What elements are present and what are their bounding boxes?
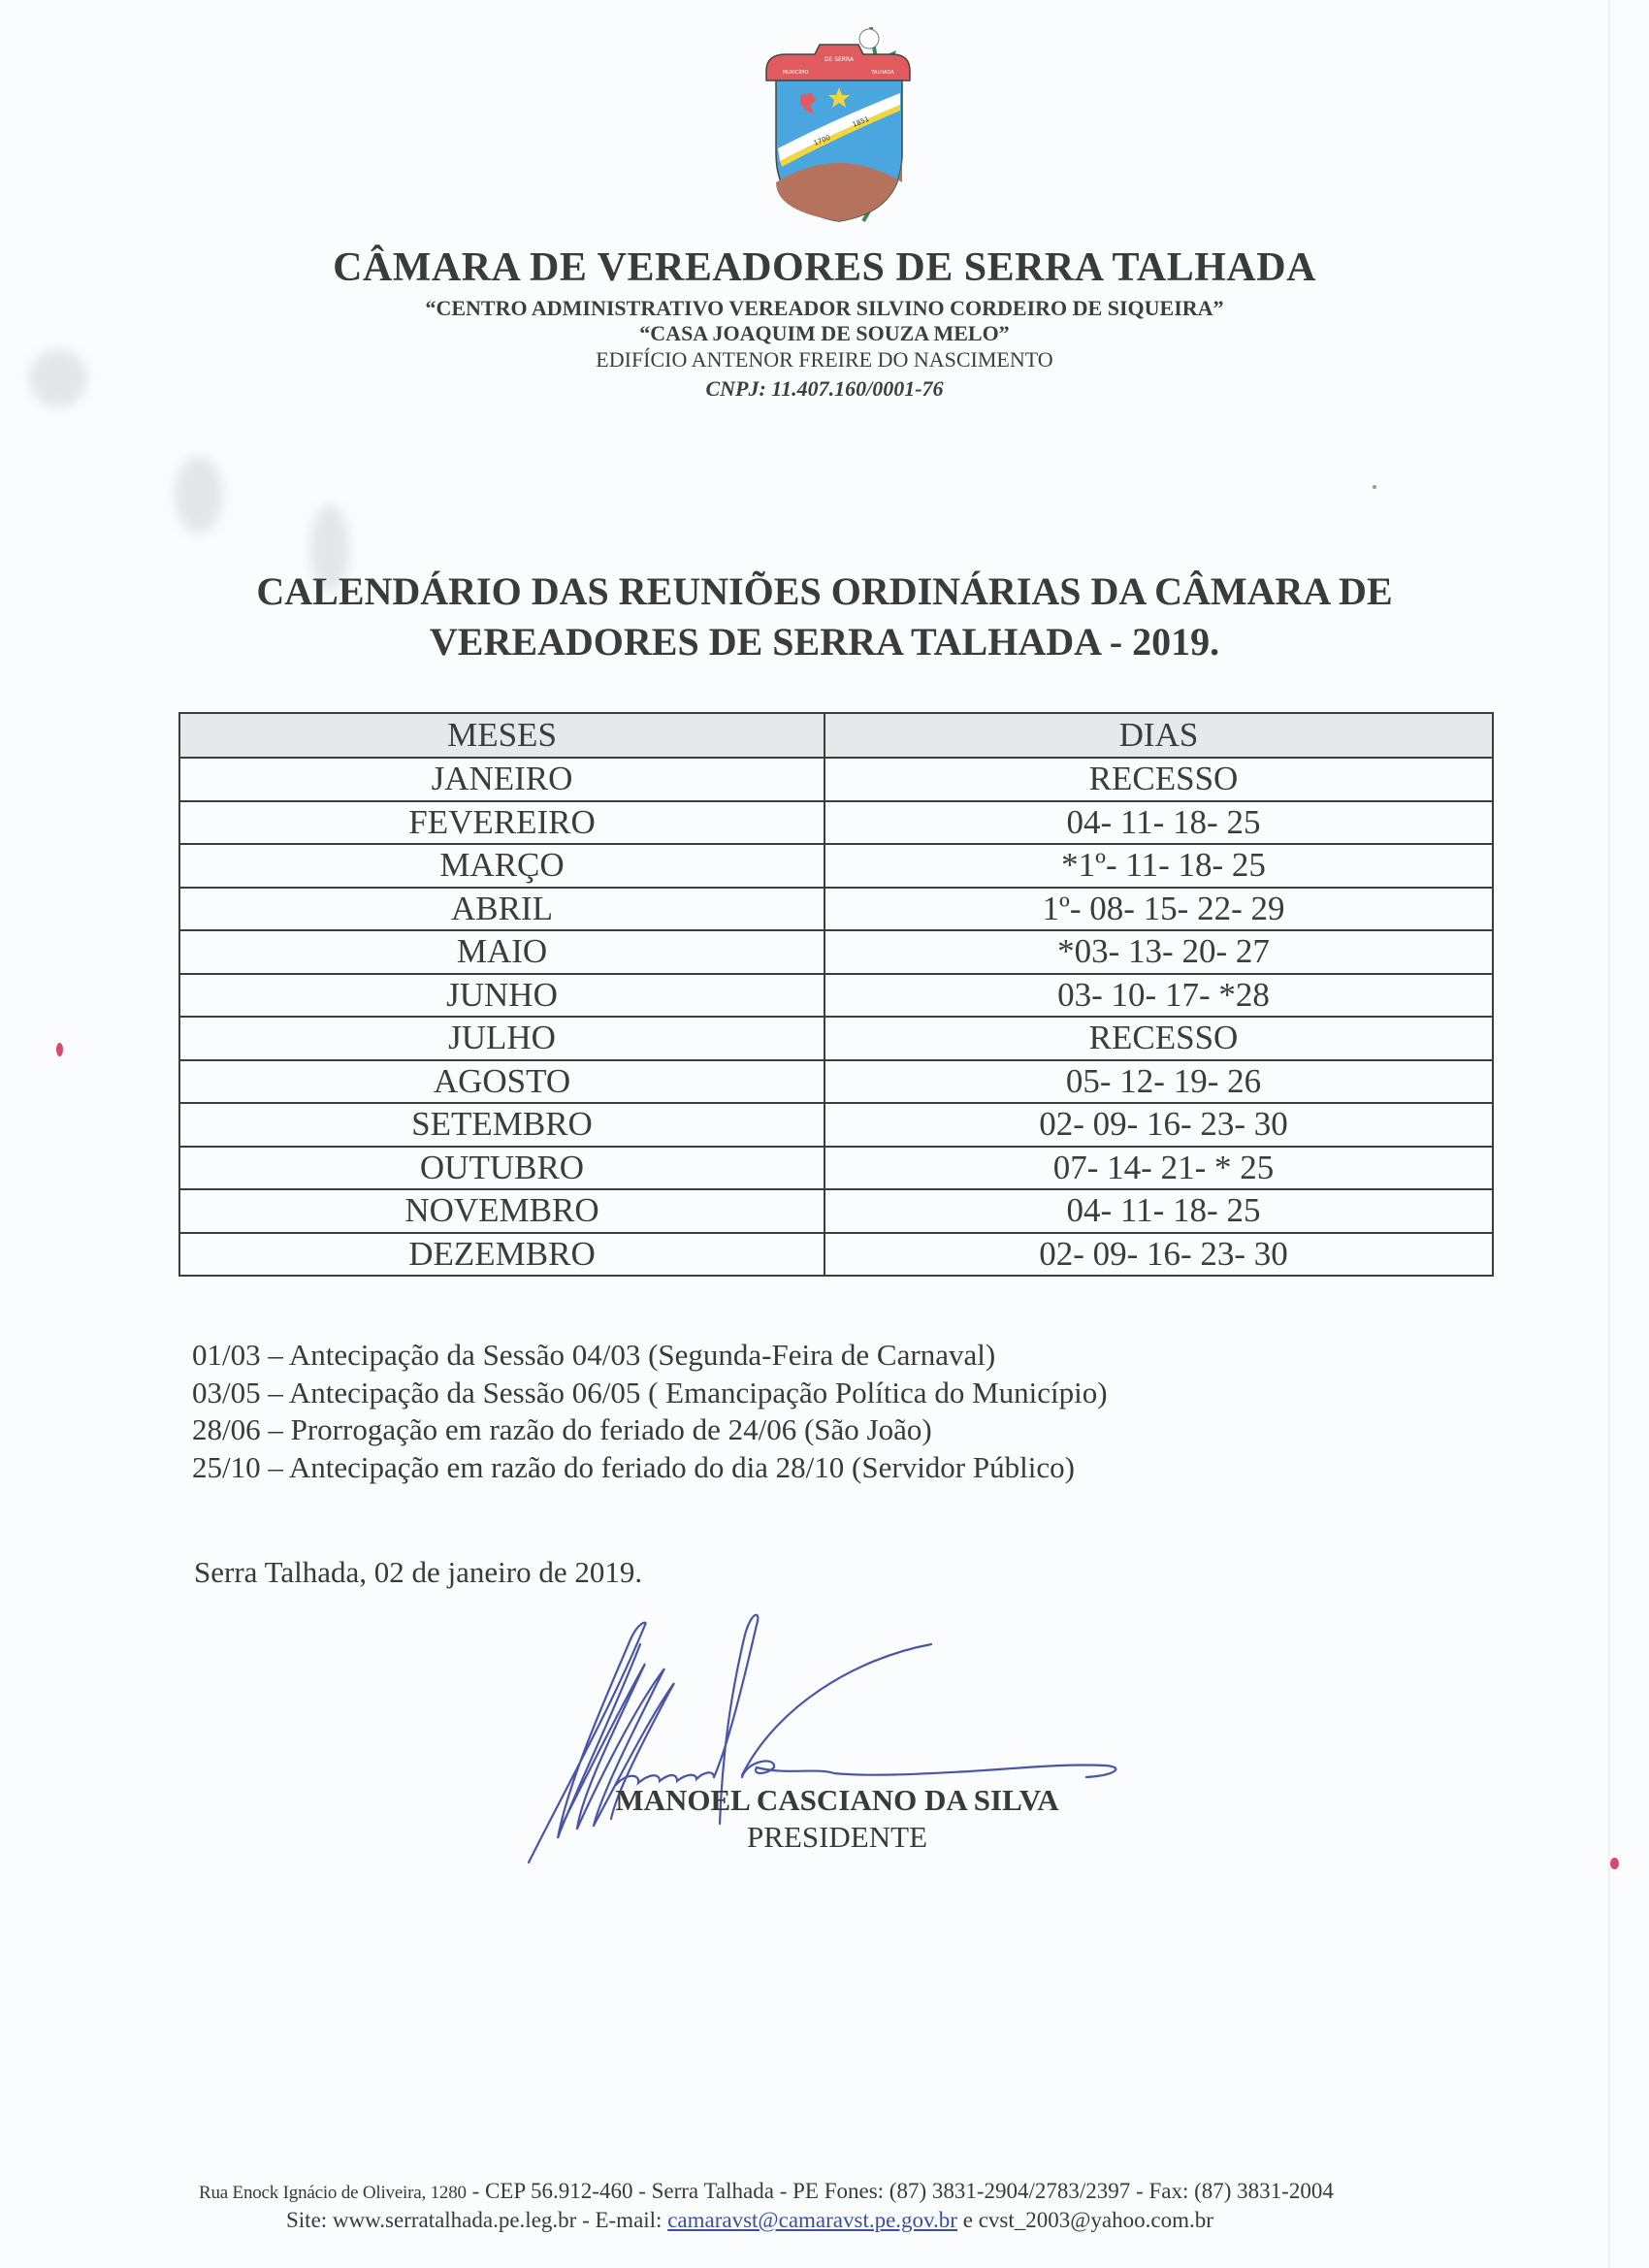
footer-address: Rua Enock Ignácio de Oliveira, 1280 [199,2183,467,2203]
days-cell: 02- 09- 16- 23- 30 [824,1103,1493,1147]
document-title-line2: VEREADORES DE SERRA TALHADA - 2019. [429,620,1220,664]
days-cell: RECESSO [824,1017,1493,1060]
table-row [179,1017,1493,1060]
footer-address-line [199,2179,1334,2204]
table-row [179,888,1493,931]
table-row [179,1103,1493,1147]
organization-name: CÂMARA DE VEREADORES DE SERRA TALHADA [333,245,1316,290]
days-cell: 04- 11- 18- 25 [824,801,1493,845]
document-title-line1: CALENDÁRIO DAS REUNIÕES ORDINÁRIAS DA CÂMARA DE [256,569,1393,613]
days-cell: 04- 11- 18- 25 [824,1189,1493,1233]
footer-cep-phones: - CEP 56.912-460 - Serra Talhada - PE Fones: (87) 3831-2904/2783/2397 - Fax: (87) 3831-2004 [466,2179,1334,2203]
signer-role: PRESIDENTE [747,1820,927,1854]
footnote-item: 28/06 – Prorrogação em razão do feriado de 24/06 (São João) [192,1412,932,1446]
table-row [179,930,1493,974]
column-header-days: DIAS [824,713,1493,758]
month-cell: JANEIRO [179,758,824,801]
table-row [179,844,1493,888]
svg-text:TALHADA: TALHADA [871,70,894,76]
footnotes-list [192,1337,1108,1486]
organization-cnpj: CNPJ: 11.407.160/0001-76 [705,376,944,401]
svg-text:DE SERRA: DE SERRA [824,56,855,63]
month-cell: AGOSTO [179,1060,824,1104]
days-cell: RECESSO [824,758,1493,801]
month-cell: JULHO [179,1017,824,1060]
table-row [179,801,1493,845]
days-cell: *03- 13- 20- 27 [824,930,1493,974]
month-cell: MARÇO [179,844,824,888]
meetings-calendar-table [178,712,1494,1277]
scan-speck [56,1043,63,1056]
month-cell: SETEMBRO [179,1103,824,1147]
days-cell: 05- 12- 19- 26 [824,1060,1493,1104]
month-cell: OUTUBRO [179,1147,824,1190]
svg-text:1700: 1700 [812,133,832,147]
place-and-date: Serra Talhada, 02 de janeiro de 2019. [194,1555,643,1589]
month-cell: ABRIL [179,888,824,931]
days-cell: 03- 10- 17- *28 [824,974,1493,1018]
footer-email-primary-link[interactable]: camaravst@camaravst.pe.gov.br [667,2208,957,2232]
footnote-item: 03/05 – Antecipação da Sessão 06/05 ( Emancipação Política do Município) [192,1375,1108,1409]
days-cell: 1º- 08- 15- 22- 29 [824,888,1493,931]
table-row [179,1189,1493,1233]
month-cell: FEVEREIRO [179,801,824,845]
month-cell: MAIO [179,930,824,974]
month-cell: JUNHO [179,974,824,1018]
municipal-crest-logo [747,27,931,250]
scan-speck [1373,485,1376,489]
footer-site: Site: www.serratalhada.pe.leg.br - E-mail: [286,2208,668,2232]
organization-subtitle-house: “CASA JOAQUIM DE SOUZA MELO” [639,321,1010,345]
footer-contact-line [286,2208,1213,2233]
footer-email-joiner: e [956,2208,979,2232]
days-cell: *1º- 11- 18- 25 [824,844,1493,888]
footer-email-secondary: cvst_2003@yahoo.com.br [978,2208,1213,2232]
scan-speck [1610,1858,1619,1869]
svg-text:1851: 1851 [851,114,871,129]
table-row [179,1233,1493,1277]
organization-subtitle-center: “CENTRO ADMINISTRATIVO VEREADOR SILVINO CORDEIRO DE SIQUEIRA” [425,296,1224,320]
document-title [146,567,1504,667]
days-cell: 02- 09- 16- 23- 30 [824,1233,1493,1277]
footnote-item: 25/10 – Antecipação em razão do feriado do dia 28/10 (Servidor Público) [192,1449,1075,1484]
table-row [179,974,1493,1018]
signer-name: MANOEL CASCIANO DA SILVA [615,1783,1059,1817]
table-header-row [179,713,1493,758]
table-row [179,758,1493,801]
organization-subtitle-building: EDIFÍCIO ANTENOR FREIRE DO NASCIMENTO [596,347,1053,372]
days-cell: 07- 14- 21- * 25 [824,1147,1493,1190]
scan-smudge [175,456,223,534]
month-cell: DEZEMBRO [179,1233,824,1277]
footnote-item: 01/03 – Antecipação da Sessão 04/03 (Segunda-Feira de Carnaval) [192,1338,996,1372]
month-cell: NOVEMBRO [179,1189,824,1233]
svg-text:MUNICÍPIO: MUNICÍPIO [782,70,809,76]
table-row [179,1060,1493,1104]
column-header-months: MESES [179,713,824,758]
table-row [179,1147,1493,1190]
